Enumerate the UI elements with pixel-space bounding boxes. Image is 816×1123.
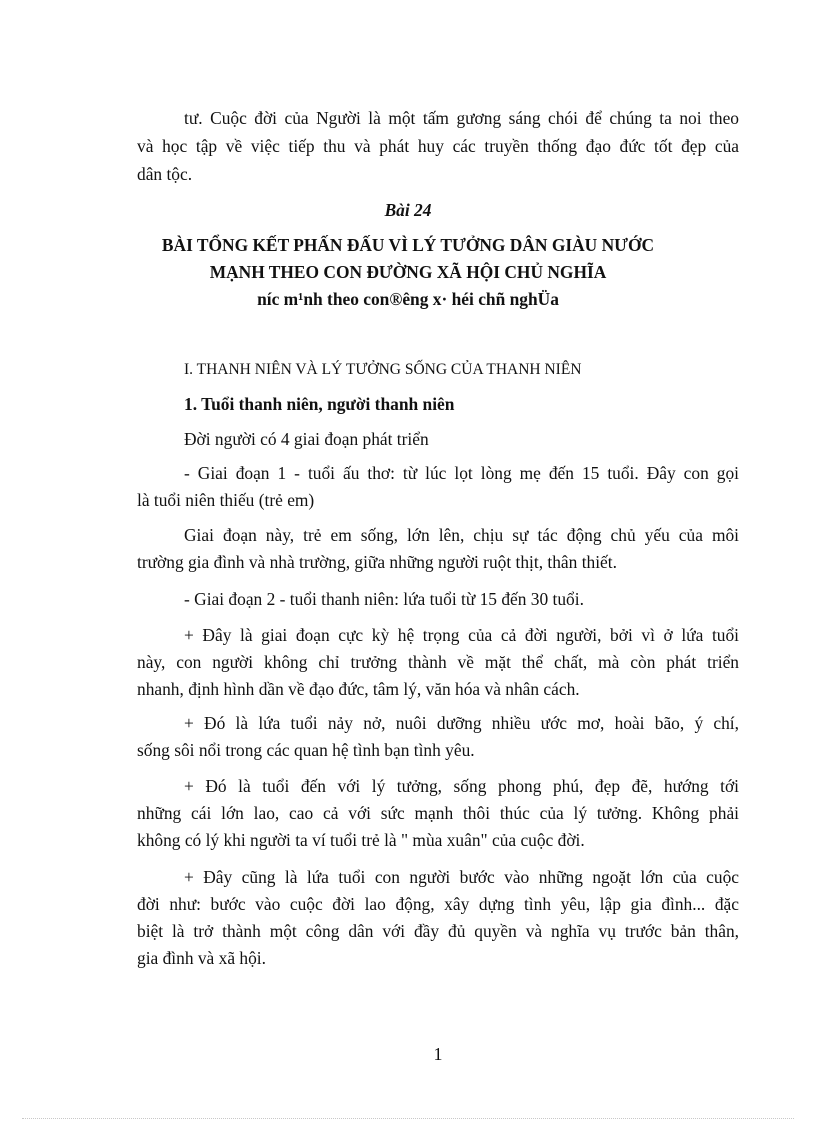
page-bottom-divider [22, 1118, 794, 1119]
paragraph-line: và học tập về việc tiếp thu và phát huy các truyền thống đạo đức tốt đẹp của [137, 136, 739, 156]
paragraph-line: dân tộc. [137, 164, 193, 184]
paragraph-line: + Đó là lứa tuổi nảy nở, nuôi dưỡng nhiều ước mơ, hoài bão, ý chí, [184, 713, 739, 733]
lesson-title-line-1: BÀI TỔNG KẾT PHẤN ĐẤU VÌ LÝ TƯỞNG DÂN GIÀU NƯỚC [161, 235, 655, 255]
paragraph-line: Đời người có 4 giai đoạn phát triển [184, 429, 429, 449]
paragraph-line: đời như: bước vào cuộc đời lao động, xây dựng tình yêu, lập gia đình... đặc [137, 894, 739, 914]
paragraph-line: không có lý khi người ta ví tuổi trẻ là " mùa xuân" của cuộc đời. [137, 830, 585, 850]
paragraph-line: - Giai đoạn 2 - tuổi thanh niên: lứa tuổi từ 15 đến 30 tuổi. [184, 589, 584, 609]
paragraph-line: + Đây cũng là lứa tuổi con người bước vào những ngoặt lớn của cuộc [184, 867, 739, 887]
paragraph-line: biệt là trở thành một công dân với đầy đủ quyền và nghĩa vụ trước bản thân, [137, 921, 739, 941]
page-number: 1 [433, 1044, 443, 1064]
paragraph-line: tư. Cuộc đời của Người là một tấm gương sáng chói để chúng ta noi theo [184, 108, 739, 128]
paragraph-line: - Giai đoạn 1 - tuổi ấu thơ: từ lúc lọt lòng mẹ đến 15 tuổi. Đây con gọi [184, 463, 739, 483]
paragraph-line: + Đó là tuổi đến với lý tưởng, sống phong phú, đẹp đẽ, hướng tới [184, 776, 739, 796]
section-heading: I. THANH NIÊN VÀ LÝ TƯỞNG SỐNG CỦA THANH NIÊN [184, 361, 582, 378]
paragraph-line: gia đình và xã hội. [137, 948, 266, 968]
paragraph-line: sống sôi nổi trong các quan hệ tình bạn tình yêu. [137, 740, 475, 760]
paragraph-line: + Đây là giai đoạn cực kỳ hệ trọng của cả đời người, bởi vì ở lứa tuổi [184, 625, 739, 645]
paragraph-line: này, con người không chỉ trưởng thành về mặt thể chất, mà còn phát triển [137, 652, 739, 672]
paragraph-line: những cái lớn lao, cao cả với sức mạnh thôi thúc của lý tưởng. Không phải [137, 803, 739, 823]
paragraph-line: Giai đoạn này, trẻ em sống, lớn lên, chịu sự tác động chủ yếu của môi [184, 525, 739, 545]
lesson-title-line-2: MẠNH THEO CON ĐƯỜNG XÃ HỘI CHỦ NGHĨA [209, 262, 607, 282]
lesson-title-garbled: níc m¹nh theo con®êng x· héi chñ nghÜa [257, 289, 559, 309]
lesson-number: Bài 24 [384, 200, 432, 220]
subsection-heading: 1. Tuổi thanh niên, người thanh niên [184, 394, 455, 414]
paragraph-line: là tuổi niên thiếu (trẻ em) [137, 490, 315, 510]
paragraph-line: nhanh, định hình dần về đạo đức, tâm lý, văn hóa và nhân cách. [137, 679, 580, 699]
paragraph-line: trường gia đình và nhà trường, giữa những người ruột thịt, thân thiết. [137, 552, 617, 572]
